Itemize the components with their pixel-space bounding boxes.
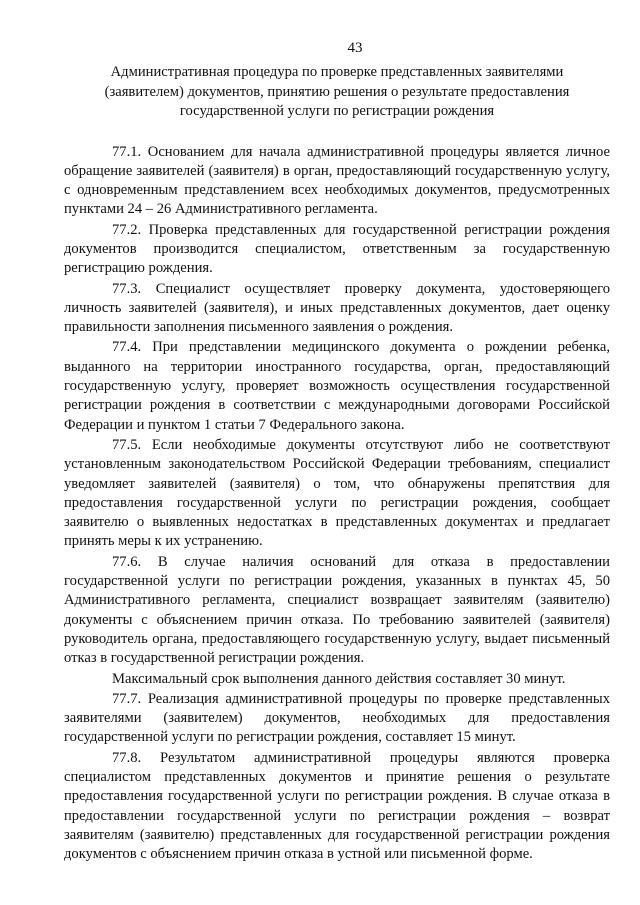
paragraph-77-1: 77.1. Основанием для начала административной процедуры является личное обращение заявителей (заявителя) в орган, предоставляющий государственную услугу, с одновременным представлением всех необходимых документов, предусмотренных пунктами 24 – 26 Административного регламента. (64, 143, 610, 218)
paragraph-77-6: 77.6. В случае наличия оснований для отказа в предоставлении государственной услуги по регистрации рождения, указанных в пунктах 45, 50 Административного регламента, специалист возвращает заявителям (заявителю) документы с объяснением причин отказа. По требованию заявителей (заявителя) руководитель органа, предоставляющего государственную услугу, выдает письменный отказ в государственной регистрации рождения. (64, 553, 610, 667)
paragraph-77-3: 77.3. Специалист осуществляет проверку документа, удостоверяющего личность заявителей (заявителя), и иных представленных документов, дает оценку правильности заполнения письменного заявления о рождения. (64, 280, 610, 336)
document-body (64, 143, 610, 865)
paragraph-77-8: 77.8. Результатом административной процедуры являются проверка специалистом представленных документов и принятие решения о результате предоставления государственной услуги по регистрации рождения. В случае отказа в предоставлении государственной услуги по регистрации рождения – возврат заявителям (заявителю) представленных для государственной регистрации рождения документов с объяснением причин отказа в устной или письменной форме. (64, 749, 610, 863)
paragraph-max-time: Максимальный срок выполнения данного действия составляет 30 минут. (112, 670, 566, 687)
paragraph-77-5: 77.5. Если необходимые документы отсутствуют либо не соответствуют установленным законодательством Российской Федерации требованиям, специалист уведомляет заявителей (заявителя) о том, что обнаружены препятствия для предоставления государственной услуги по регистрации рождения, сообщает заявителю о выявленных недостатках в представленных документах и предлагает принять меры к их устранению. (64, 436, 610, 550)
paragraph-77-2: 77.2. Проверка представленных для государственной регистрации рождения документов производится специалистом, ответственным за государственную регистрацию рождения. (64, 221, 610, 277)
heading-line: (заявителем) документов, принятию решения о результате предоставления (104, 83, 570, 100)
heading-line: Административная процедура по проверке представленных заявителями (110, 64, 564, 80)
page-number: 43 (347, 40, 363, 56)
paragraph-77-7: 77.7. Реализация административной процедуры по проверке представленных заявителями (заявителем) документов, необходимых для предоставления государственной услуги по регистрации рождения, составляет 15 минут. (64, 690, 610, 746)
paragraph-77-4: 77.4. При представлении медицинского документа о рождении ребенка, выданного на территории иностранного государства, орган, предоставляющий государственную услугу, проверяет возможность осуществления государственной регистрации рождения в соответствии с международными договорами Российской Федерации и пунктом 1 статьи 7 Федерального закона. (64, 339, 610, 433)
heading-line: государственной услуги по регистрации рождения (179, 103, 495, 119)
section-heading (64, 63, 610, 122)
